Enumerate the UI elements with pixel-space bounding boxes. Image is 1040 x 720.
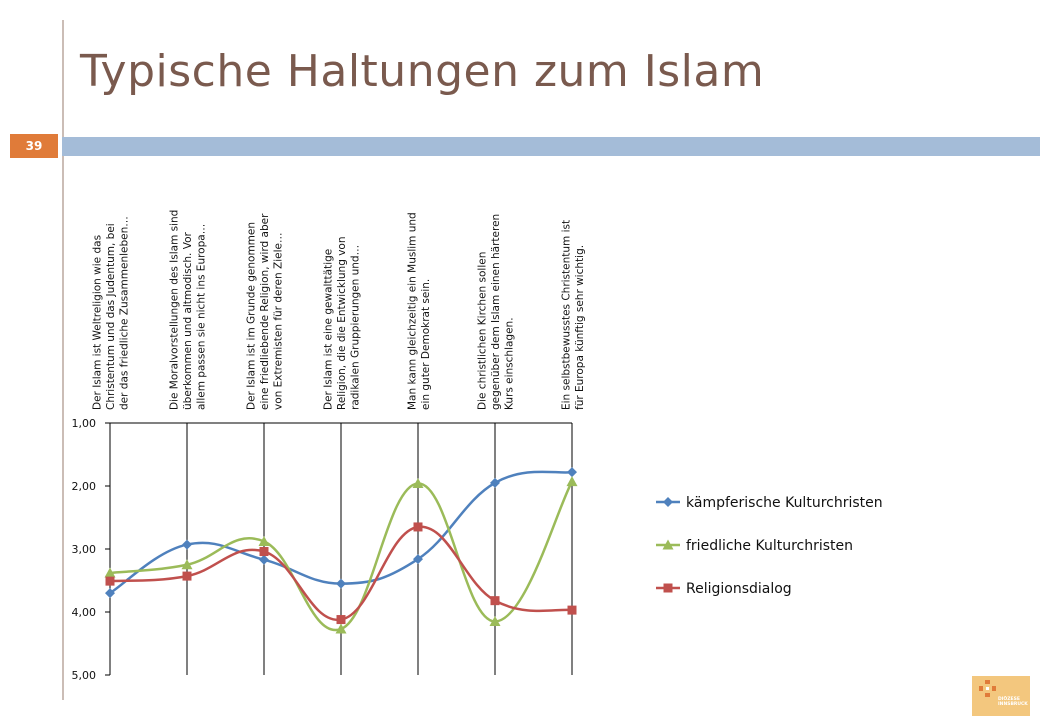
y-tick-label: 4,00: [71, 606, 96, 619]
category-label-line: Man kann gleichzeitig ein Muslim und: [406, 212, 419, 410]
legend-item: [656, 538, 853, 554]
category-label: [169, 210, 208, 410]
data-point: [260, 547, 269, 556]
logo-line-2: INNSBRUCK: [998, 702, 1028, 707]
legend-label: friedliche Kulturchristen: [686, 538, 854, 554]
category-label-line: Ein selbstbewusstes Christentum ist: [560, 219, 573, 410]
category-label-line: allem passen sie nicht ins Europa…: [195, 223, 208, 410]
category-label-line: von Extremisten für deren Ziele…: [272, 232, 285, 410]
legend-marker: [664, 584, 673, 593]
page-title: Typische Haltungen zum Islam: [80, 46, 765, 97]
data-point: [336, 579, 346, 589]
data-point: [259, 555, 269, 565]
category-label-line: Der Islam ist eine gewalttätige: [322, 248, 335, 410]
category-label-line: Die Moralvorstellungen des Islam sind: [168, 209, 181, 410]
category-label: [406, 212, 432, 410]
y-tick-label: 5,00: [71, 669, 96, 682]
data-point: [567, 476, 578, 486]
data-point: [106, 577, 115, 586]
y-tick-label: 3,00: [71, 543, 96, 556]
data-point: [491, 596, 500, 605]
category-label-line: Religion, die die Entwicklung von: [336, 236, 348, 410]
diocese-logo-text: [998, 697, 1028, 707]
category-label-line: Der Islam ist Weltreligion wie das: [91, 234, 104, 410]
data-point: [414, 522, 423, 531]
category-label-line: gegenüber dem Islam einen härteren: [490, 213, 502, 410]
legend: [656, 495, 883, 597]
category-labels: [92, 210, 586, 410]
gridlines: [110, 423, 572, 675]
legend-label: kämpferische Kulturchristen: [686, 495, 883, 511]
diocese-logo: [972, 676, 1030, 716]
legend-item: [656, 495, 883, 511]
category-label-line: der das friedliche Zusammenleben…: [118, 216, 131, 410]
legend-marker: [663, 497, 673, 507]
category-label: [92, 216, 131, 410]
category-label: [477, 214, 516, 410]
category-label: [560, 220, 586, 410]
category-label-line: überkommen und altmodisch. Vor: [182, 232, 194, 410]
category-label: [323, 236, 362, 410]
data-point: [336, 624, 347, 634]
category-label-line: Die christlichen Kirchen sollen: [476, 251, 489, 410]
y-tick-label: 1,00: [71, 417, 96, 430]
axes: [72, 417, 573, 682]
data-point: [568, 606, 577, 615]
category-label-line: ein guter Demokrat sein.: [419, 278, 432, 410]
data-point: [183, 572, 192, 581]
logo-line-1: DIÖZESE: [998, 697, 1020, 702]
legend-item: [656, 581, 792, 597]
y-tick-label: 2,00: [71, 480, 96, 493]
data-point: [182, 540, 192, 550]
category-label-line: Der Islam ist im Grunde genommen: [245, 221, 258, 410]
category-label-line: eine friedliebende Religion, wird aber: [259, 213, 271, 410]
diocese-cross-icon: [979, 680, 996, 697]
category-label: [246, 213, 285, 410]
category-label-line: Kurs einschlagen.: [503, 317, 516, 410]
data-point: [567, 467, 577, 477]
data-point: [337, 615, 346, 624]
slide-number-badge: 39: [10, 134, 58, 158]
category-label-line: radikalen Gruppierungen und…: [349, 244, 362, 410]
category-label-line: für Europa künftig sehr wichtig.: [573, 244, 586, 410]
category-label-line: Christentum und das Judentum, bei: [105, 223, 117, 410]
legend-label: Religionsdialog: [686, 581, 792, 597]
